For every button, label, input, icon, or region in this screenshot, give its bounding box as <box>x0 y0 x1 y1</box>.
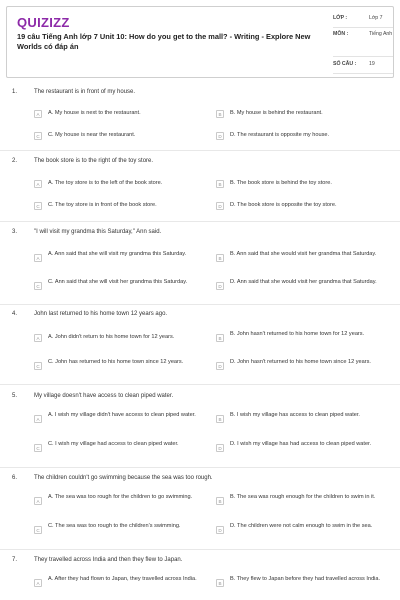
option-text: B. They flew to Japan before they had travelled across India. <box>230 576 381 582</box>
question-text: The children couldn't go swimming because the sea was too rough. <box>34 475 213 481</box>
answer-checkbox[interactable]: A <box>34 180 42 188</box>
grade-label: LỚP : <box>333 15 348 21</box>
quizizz-logo: QUIZIZZ <box>17 15 70 30</box>
worksheet-title: 19 câu Tiếng Anh lớp 7 Unit 10: How do you get to the mall? - Writing - Explore New Worlds có đáp án <box>17 32 311 51</box>
option-text: A. John didn't return to his home town for 12 years. <box>48 334 175 340</box>
answer-checkbox[interactable]: A <box>34 415 42 423</box>
option-text: D. I wish my village has had access to clean piped water. <box>230 441 372 447</box>
question-divider <box>0 467 400 468</box>
option-text: C. The toy store is in front of the book store. <box>48 202 157 208</box>
answer-checkbox[interactable]: B <box>216 579 224 587</box>
question-number: 3. <box>12 229 18 235</box>
option-text: B. My house is behind the restaurant. <box>230 110 323 116</box>
option-text: D. The book store is opposite the toy store. <box>230 202 337 208</box>
option-text: A. The toy store is to the left of the book store. <box>48 180 163 186</box>
question-number: 7. <box>12 557 18 563</box>
question-text: The restaurant is in front of my house. <box>34 89 136 95</box>
question-divider <box>0 549 400 550</box>
option-text: D. John hasn't returned to his home town since 12 years. <box>230 359 371 365</box>
option-text: A. Ann said that she will visit my grandma this Saturday. <box>48 251 187 257</box>
option-text: A. My house is next to the restaurant. <box>48 110 141 116</box>
option-text: B. I wish my village has access to clean piped water. <box>230 412 360 418</box>
answer-checkbox[interactable]: C <box>34 132 42 140</box>
question-divider <box>0 384 400 385</box>
answer-checkbox[interactable]: A <box>34 334 42 342</box>
option-text: B. John hasn't returned to his home town for 12 years. <box>230 331 365 337</box>
count-label: SỐ CÂU : <box>333 61 357 67</box>
answer-checkbox[interactable]: A <box>34 579 42 587</box>
question-number: 1. <box>12 89 18 95</box>
question-divider <box>0 221 400 222</box>
option-text: D. The restaurant is opposite my house. <box>230 132 330 138</box>
count-value: 19 <box>369 61 375 67</box>
answer-checkbox[interactable]: C <box>34 282 42 290</box>
answer-checkbox[interactable]: D <box>216 444 224 452</box>
answer-checkbox[interactable]: C <box>34 444 42 452</box>
option-text: B. The book store is behind the toy store. <box>230 180 332 186</box>
answer-checkbox[interactable]: B <box>216 497 224 505</box>
question-text: John last returned to his home town 12 years ago. <box>34 311 168 317</box>
answer-checkbox[interactable]: C <box>34 526 42 534</box>
answer-checkbox[interactable]: A <box>34 254 42 262</box>
meta-subject-row <box>333 31 393 57</box>
option-text: A. After they had flown to Japan, they travelled across India. <box>48 576 197 582</box>
option-text: C. My house is near the restaurant. <box>48 132 136 138</box>
question-divider <box>0 150 400 151</box>
answer-checkbox[interactable]: B <box>216 180 224 188</box>
answer-checkbox[interactable]: B <box>216 254 224 262</box>
worksheet-header <box>6 6 394 78</box>
question-text: The book store is to the right of the toy store. <box>34 158 154 164</box>
option-text: C. I wish my village had access to clean piped water. <box>48 441 179 447</box>
answer-checkbox[interactable]: B <box>216 334 224 342</box>
answer-checkbox[interactable]: C <box>34 202 42 210</box>
grade-value: Lớp 7 <box>369 15 383 21</box>
option-text: B. The sea was rough enough for the children to swim in it. <box>230 494 376 500</box>
option-text: A. I wish my village didn't have access to clean piped water. <box>48 412 196 418</box>
question-number: 5. <box>12 393 18 399</box>
meta-count-row <box>333 61 393 74</box>
answer-checkbox[interactable]: A <box>34 497 42 505</box>
question-number: 2. <box>12 158 18 164</box>
question-number: 4. <box>12 311 18 317</box>
subject-label: MÔN : <box>333 31 349 37</box>
meta-grade-row <box>333 15 393 28</box>
option-text: B. Ann said that she would visit her grandma that Saturday. <box>230 251 377 257</box>
option-text: A. The sea was too rough for the children to go swimming. <box>48 494 193 500</box>
answer-checkbox[interactable]: D <box>216 282 224 290</box>
answer-checkbox[interactable]: B <box>216 110 224 118</box>
option-text: D. Ann said that she would visit her grandma that Saturday. <box>230 279 377 285</box>
option-text: C. Ann said that she will visit her grandma this Saturday. <box>48 279 188 285</box>
question-text: "I will visit my grandma this Saturday," Ann said. <box>34 229 162 235</box>
answer-checkbox[interactable]: A <box>34 110 42 118</box>
option-text: C. The sea was too rough to the children's swimming. <box>48 523 181 529</box>
question-divider <box>0 304 400 305</box>
answer-checkbox[interactable]: D <box>216 132 224 140</box>
answer-checkbox[interactable]: C <box>34 362 42 370</box>
question-text: My village doesn't have access to clean piped water. <box>34 393 174 399</box>
answer-checkbox[interactable]: D <box>216 362 224 370</box>
question-number: 6. <box>12 475 18 481</box>
option-text: C. John has returned to his home town since 12 years. <box>48 359 184 365</box>
subject-value: Tiếng Anh <box>369 31 393 37</box>
option-text: D. The children were not calm enough to swim in the sea. <box>230 523 373 529</box>
question-text: They travelled across India and then they flew to Japan. <box>34 557 183 563</box>
answer-checkbox[interactable]: D <box>216 202 224 210</box>
answer-checkbox[interactable]: B <box>216 415 224 423</box>
answer-checkbox[interactable]: D <box>216 526 224 534</box>
